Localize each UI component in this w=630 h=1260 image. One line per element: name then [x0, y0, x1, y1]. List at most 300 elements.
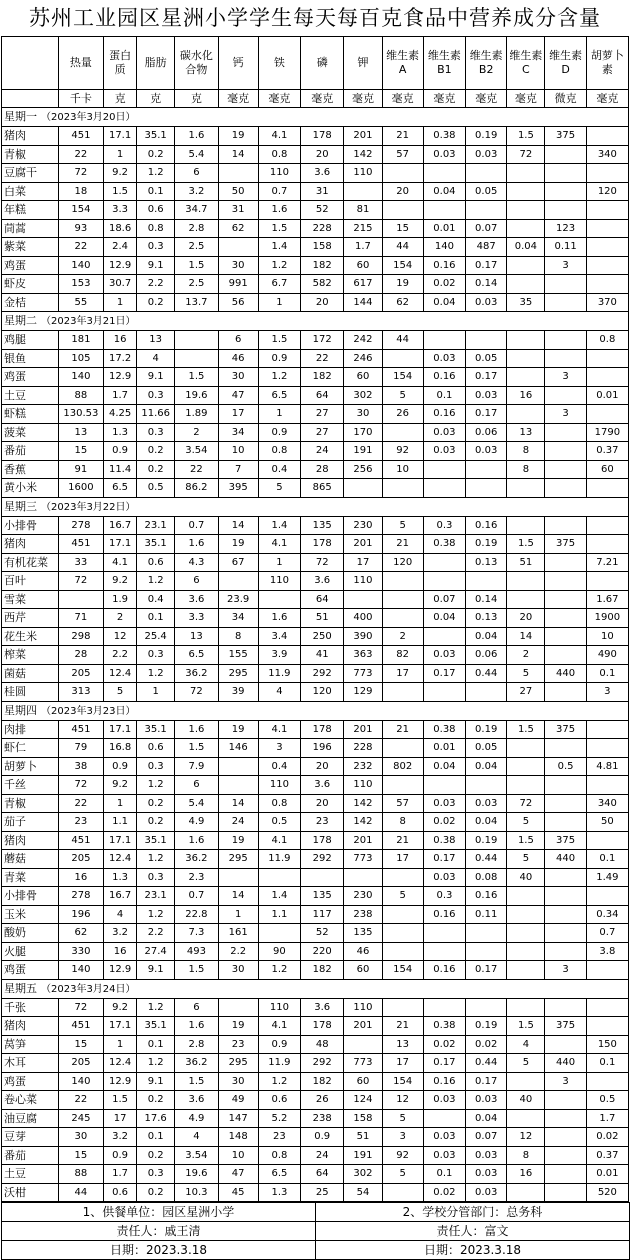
- table-row: [2, 349, 629, 368]
- nutrient-value: 20: [507, 609, 545, 628]
- nutrient-value: 26: [382, 405, 423, 424]
- nutrient-value: 3.6: [301, 164, 344, 183]
- nutrient-value: 13: [382, 1035, 423, 1054]
- nutrient-value: 0.17: [423, 850, 465, 869]
- nutrient-value: 3.4: [258, 627, 300, 646]
- page-title: 苏州工业园区星洲小学学生每天每百克食品中营养成分含量: [29, 6, 601, 30]
- nutrient-value: 0.9: [258, 349, 300, 368]
- nutrient-value: 8: [507, 460, 545, 479]
- nutrient-value: [423, 164, 465, 183]
- nutrient-value: 79: [58, 739, 103, 758]
- unit-cell: 毫克: [466, 90, 507, 108]
- nutrient-value: 60: [344, 368, 382, 387]
- nutrient-value: 45: [218, 1183, 258, 1202]
- nutrient-value: 12.9: [104, 1072, 137, 1091]
- nutrient-value: 72: [58, 776, 103, 795]
- nutrient-value: 1: [218, 905, 258, 924]
- nutrient-value: 25: [301, 1183, 344, 1202]
- nutrient-value: 375: [545, 720, 586, 739]
- nutrient-value: 440: [545, 850, 586, 869]
- nutrient-value: 0.17: [423, 1054, 465, 1073]
- food-name: 菠菜: [2, 423, 59, 442]
- table-row: [2, 942, 629, 961]
- table-row: [2, 1035, 629, 1054]
- nutrient-value: 1.6: [175, 535, 218, 554]
- nutrient-value: 23: [218, 1035, 258, 1054]
- nutrient-value: 6.5: [104, 479, 137, 498]
- nutrient-value: 91: [58, 460, 103, 479]
- nutrient-value: [382, 349, 423, 368]
- nutrient-value: 0.38: [423, 831, 465, 850]
- table-row: [2, 683, 629, 702]
- nutrient-value: 1.2: [258, 368, 300, 387]
- nutrient-value: 0.03: [466, 145, 507, 164]
- header-row: [2, 37, 629, 90]
- nutrient-value: 18.6: [104, 219, 137, 238]
- nutrient-value: [586, 219, 628, 238]
- table-row: [2, 1165, 629, 1184]
- nutrient-value: 191: [344, 1146, 382, 1165]
- nutrient-value: 0.7: [175, 516, 218, 535]
- nutrient-value: 142: [344, 145, 382, 164]
- nutrient-value: 295: [218, 1054, 258, 1073]
- nutrient-value: 0.03: [423, 1128, 465, 1147]
- nutrient-value: 3.8: [586, 942, 628, 961]
- nutrient-value: [218, 868, 258, 887]
- nutrient-value: 52: [301, 924, 344, 943]
- nutrient-value: [466, 924, 507, 943]
- nutrient-value: 3.6: [301, 998, 344, 1017]
- nutrient-value: 0.04: [466, 813, 507, 832]
- table-row: [2, 887, 629, 906]
- nutrient-value: 110: [258, 164, 300, 183]
- nutrient-value: 5.4: [175, 145, 218, 164]
- nutrient-value: 3: [586, 683, 628, 702]
- nutrient-value: 23.1: [137, 516, 175, 535]
- nutrient-value: 4: [104, 905, 137, 924]
- nutrient-value: 27: [301, 405, 344, 424]
- nutrient-value: 0.4: [258, 757, 300, 776]
- nutrient-value: 0.7: [586, 924, 628, 943]
- nutrient-value: 0.2: [137, 1146, 175, 1165]
- nutrient-value: 0.03: [423, 349, 465, 368]
- nutrient-value: 0.2: [137, 293, 175, 312]
- nutrient-value: 395: [218, 479, 258, 498]
- nutrient-value: 238: [301, 1109, 344, 1128]
- nutrient-value: 3.3: [104, 201, 137, 220]
- nutrient-value: 6.7: [258, 275, 300, 294]
- nutrient-value: 60: [344, 961, 382, 980]
- nutrient-value: [507, 998, 545, 1017]
- nutrient-value: 20: [382, 182, 423, 201]
- nutrient-value: 4.9: [175, 1109, 218, 1128]
- nutrient-value: [586, 831, 628, 850]
- nutrient-value: 16: [58, 868, 103, 887]
- nutrient-value: [507, 516, 545, 535]
- nutrient-value: 4.1: [258, 831, 300, 850]
- nutrient-value: [423, 627, 465, 646]
- nutrient-value: 12: [104, 627, 137, 646]
- nutrient-value: 23: [258, 1128, 300, 1147]
- nutrient-value: 27: [301, 423, 344, 442]
- nutrient-value: 1600: [58, 479, 103, 498]
- nutrient-value: 30: [218, 1072, 258, 1091]
- nutrient-value: 22: [58, 794, 103, 813]
- nutrient-value: 8: [382, 813, 423, 832]
- nutrient-value: 135: [344, 924, 382, 943]
- nutrient-value: 0.3: [137, 423, 175, 442]
- nutrient-value: 35.1: [137, 831, 175, 850]
- nutrient-value: 20: [301, 145, 344, 164]
- nutrient-value: 120: [301, 683, 344, 702]
- table-row: [2, 201, 629, 220]
- nutrient-value: [382, 905, 423, 924]
- nutrient-value: 0.03: [423, 1091, 465, 1110]
- nutrient-value: 15: [58, 1035, 103, 1054]
- nutrient-value: 110: [344, 164, 382, 183]
- nutrient-value: 0.03: [466, 442, 507, 461]
- nutrient-value: 72: [507, 794, 545, 813]
- nutrient-value: [507, 924, 545, 943]
- nutrient-value: 773: [344, 664, 382, 683]
- nutrient-value: 4: [507, 1035, 545, 1054]
- nutrient-value: [382, 572, 423, 591]
- nutrient-value: [466, 683, 507, 702]
- nutrient-value: 10: [218, 1146, 258, 1165]
- nutrient-value: 205: [58, 850, 103, 869]
- nutrient-value: 0.03: [423, 868, 465, 887]
- nutrient-value: 4: [258, 683, 300, 702]
- food-name: 油豆腐: [2, 1109, 59, 1128]
- nutrient-value: 110: [258, 998, 300, 1017]
- nutrient-value: 0.1: [423, 1165, 465, 1184]
- nutrient-value: 1.2: [137, 164, 175, 183]
- nutrient-value: 140: [58, 961, 103, 980]
- nutrient-value: 49: [218, 1091, 258, 1110]
- nutrient-value: 9.1: [137, 961, 175, 980]
- nutrient-value: [258, 924, 300, 943]
- unit-cell: 毫克: [507, 90, 545, 108]
- nutrient-value: 242: [344, 331, 382, 350]
- nutrient-value: 6.5: [258, 1165, 300, 1184]
- nutrient-value: 155: [218, 646, 258, 665]
- nutrient-value: 22.8: [175, 905, 218, 924]
- nutrient-value: 3: [545, 405, 586, 424]
- nutrient-value: 3: [545, 256, 586, 275]
- nutrient-value: 292: [301, 1054, 344, 1073]
- nutrient-value: [423, 553, 465, 572]
- nutrient-value: 0.3: [423, 516, 465, 535]
- nutrient-value: [466, 164, 507, 183]
- food-name: 火腿: [2, 942, 59, 961]
- nutrient-value: [301, 868, 344, 887]
- nutrient-value: 196: [58, 905, 103, 924]
- nutrient-value: 1: [104, 293, 137, 312]
- nutrient-value: 400: [344, 609, 382, 628]
- nutrient-value: 88: [58, 1165, 103, 1184]
- nutrient-value: [218, 572, 258, 591]
- table-row: [2, 794, 629, 813]
- nutrient-value: 5: [507, 850, 545, 869]
- nutrient-value: 205: [58, 664, 103, 683]
- nutrient-value: 2: [175, 423, 218, 442]
- nutrient-value: 451: [58, 127, 103, 146]
- nutrient-value: [466, 942, 507, 961]
- nutrient-value: 9.1: [137, 256, 175, 275]
- nutrient-value: 35.1: [137, 1017, 175, 1036]
- nutrient-value: 0.4: [137, 590, 175, 609]
- table-row: [2, 664, 629, 683]
- column-header: 钾: [344, 37, 382, 90]
- nutrient-value: 5.2: [258, 1109, 300, 1128]
- nutrient-value: 16.7: [104, 887, 137, 906]
- nutrient-value: 25.4: [137, 627, 175, 646]
- nutrient-value: 17.2: [104, 349, 137, 368]
- nutrient-value: [218, 164, 258, 183]
- nutrient-value: 35.1: [137, 720, 175, 739]
- nutrient-value: [382, 998, 423, 1017]
- nutrient-value: [423, 201, 465, 220]
- nutrient-value: 4: [137, 349, 175, 368]
- nutrient-value: 302: [344, 1165, 382, 1184]
- nutrient-value: 0.03: [423, 145, 465, 164]
- nutrient-value: [507, 182, 545, 201]
- nutrient-value: 292: [301, 850, 344, 869]
- day-label-cell: [2, 701, 629, 720]
- food-name: 卷心菜: [2, 1091, 59, 1110]
- nutrient-value: 4.1: [104, 553, 137, 572]
- nutrient-value: [586, 256, 628, 275]
- nutrient-value: 0.5: [258, 813, 300, 832]
- nutrient-value: 490: [586, 646, 628, 665]
- nutrient-value: 1.6: [175, 1017, 218, 1036]
- nutrient-value: 0.02: [423, 1035, 465, 1054]
- nutrient-value: 1: [258, 553, 300, 572]
- food-name: 虾糕: [2, 405, 59, 424]
- nutrient-value: 246: [344, 349, 382, 368]
- nutrient-value: [344, 182, 382, 201]
- nutrient-value: 370: [586, 293, 628, 312]
- nutrient-value: 0.04: [507, 238, 545, 257]
- nutrient-value: 2.3: [175, 868, 218, 887]
- nutrient-value: 1.7: [586, 1109, 628, 1128]
- food-name: 土豆: [2, 1165, 59, 1184]
- nutrient-value: 154: [58, 201, 103, 220]
- nutrient-value: 3.2: [175, 182, 218, 201]
- nutrient-value: 11.4: [104, 460, 137, 479]
- nutrient-value: [382, 942, 423, 961]
- nutrient-value: 12.9: [104, 256, 137, 275]
- nutrient-value: 1: [137, 683, 175, 702]
- nutrient-value: 0.6: [137, 201, 175, 220]
- nutrient-value: 62: [58, 924, 103, 943]
- nutrient-value: 220: [301, 942, 344, 961]
- day-row: [2, 979, 629, 998]
- nutrient-value: 3: [382, 1128, 423, 1147]
- nutrient-value: 62: [218, 219, 258, 238]
- nutrient-value: [344, 590, 382, 609]
- nutrient-value: 0.3: [137, 757, 175, 776]
- table-row: [2, 590, 629, 609]
- nutrient-value: 11.9: [258, 850, 300, 869]
- nutrient-value: 0.16: [466, 516, 507, 535]
- nutrient-value: [507, 590, 545, 609]
- nutrient-value: 178: [301, 1017, 344, 1036]
- nutrient-value: 22: [58, 145, 103, 164]
- nutrient-value: [218, 238, 258, 257]
- nutrient-value: 0.3: [137, 646, 175, 665]
- table-row: [2, 275, 629, 294]
- nutrient-value: 17: [382, 850, 423, 869]
- nutrient-value: [382, 423, 423, 442]
- nutrient-value: 0.8: [258, 1146, 300, 1165]
- nutrient-value: 10: [586, 627, 628, 646]
- nutrient-value: 9.2: [104, 164, 137, 183]
- table-row: [2, 460, 629, 479]
- nutrient-value: 50: [586, 813, 628, 832]
- nutrient-value: 178: [301, 535, 344, 554]
- nutrient-value: 0.4: [258, 460, 300, 479]
- nutrient-value: 14: [218, 145, 258, 164]
- nutrient-value: 30: [58, 1128, 103, 1147]
- column-header: 维生素C: [507, 37, 545, 90]
- nutrient-value: 12: [507, 1128, 545, 1147]
- nutrient-value: 19: [382, 275, 423, 294]
- nutrient-value: [586, 275, 628, 294]
- nutrient-value: 154: [382, 961, 423, 980]
- table-row: [2, 1128, 629, 1147]
- nutrient-value: 71: [58, 609, 103, 628]
- nutrient-value: 46: [344, 942, 382, 961]
- nutrient-value: [507, 256, 545, 275]
- nutrient-value: [545, 924, 586, 943]
- nutrient-value: 30.7: [104, 275, 137, 294]
- nutrient-value: 1.1: [258, 905, 300, 924]
- nutrient-value: 1.6: [175, 127, 218, 146]
- nutrient-value: 0.9: [104, 1146, 137, 1165]
- nutrient-value: 86.2: [175, 479, 218, 498]
- column-header: 维生素A: [382, 37, 423, 90]
- column-header: 脂肪: [137, 37, 175, 90]
- nutrient-value: 1.1: [104, 813, 137, 832]
- table-row: [2, 182, 629, 201]
- day-row: [2, 701, 629, 720]
- nutrient-value: 0.2: [137, 460, 175, 479]
- nutrient-value: 67: [218, 553, 258, 572]
- nutrient-value: 2.2: [218, 942, 258, 961]
- nutrient-value: 17: [382, 1054, 423, 1073]
- nutrient-value: 0.1: [423, 386, 465, 405]
- nutrient-value: 51: [507, 553, 545, 572]
- nutrient-value: 1.5: [507, 127, 545, 146]
- nutrient-value: [545, 275, 586, 294]
- nutrient-value: 20: [301, 794, 344, 813]
- nutrient-value: 205: [58, 1054, 103, 1073]
- nutrient-value: [423, 998, 465, 1017]
- day-date: （2023年3月23日）: [41, 705, 136, 717]
- nutrient-value: 1.2: [137, 572, 175, 591]
- nutrient-value: [507, 368, 545, 387]
- nutrient-value: [545, 145, 586, 164]
- nutrient-value: 313: [58, 683, 103, 702]
- nutrient-value: [545, 201, 586, 220]
- food-name: 胡萝卜: [2, 757, 59, 776]
- nutrient-value: 17.1: [104, 535, 137, 554]
- nutrient-value: 54: [344, 1183, 382, 1202]
- nutrient-value: 0.5: [586, 1091, 628, 1110]
- nutrient-value: 0.19: [466, 831, 507, 850]
- nutrient-value: 22: [58, 1091, 103, 1110]
- nutrient-value: 110: [258, 776, 300, 795]
- nutrient-value: 146: [218, 739, 258, 758]
- column-header: 蛋白质: [104, 37, 137, 90]
- nutrient-value: 72: [175, 683, 218, 702]
- nutrient-value: 13.7: [175, 293, 218, 312]
- nutrient-value: 31: [301, 182, 344, 201]
- nutrient-value: [382, 590, 423, 609]
- nutrient-value: [507, 1183, 545, 1202]
- nutrient-value: 1: [104, 1035, 137, 1054]
- nutrient-value: 5: [382, 887, 423, 906]
- nutrient-value: [507, 201, 545, 220]
- nutrient-value: 27: [507, 683, 545, 702]
- day-label: 星期四: [4, 703, 37, 717]
- table-row: [2, 831, 629, 850]
- nutrient-value: 64: [301, 590, 344, 609]
- nutrient-value: 1.2: [137, 1054, 175, 1073]
- nutrient-value: 5: [507, 664, 545, 683]
- nutrient-value: 142: [344, 794, 382, 813]
- table-row: [2, 516, 629, 535]
- nutrient-value: 140: [58, 1072, 103, 1091]
- nutrient-value: 201: [344, 127, 382, 146]
- nutrient-value: 0.7: [258, 182, 300, 201]
- nutrient-value: 330: [58, 942, 103, 961]
- unit-cell: 毫克: [344, 90, 382, 108]
- nutrient-value: [466, 460, 507, 479]
- nutrient-value: 19: [218, 127, 258, 146]
- day-label-cell: [2, 108, 629, 127]
- unit-cell: 克: [104, 90, 137, 108]
- nutrient-value: 24: [301, 1146, 344, 1165]
- nutrient-value: 0.17: [423, 664, 465, 683]
- food-name: 鸡腿: [2, 331, 59, 350]
- nutrient-value: 0.08: [466, 868, 507, 887]
- nutrient-value: 182: [301, 1072, 344, 1091]
- table-row: [2, 553, 629, 572]
- nutrient-value: 16: [507, 386, 545, 405]
- nutrient-value: [466, 479, 507, 498]
- nutrient-value: [545, 1128, 586, 1147]
- day-row: [2, 108, 629, 127]
- table-row: [2, 145, 629, 164]
- table-row: [2, 572, 629, 591]
- nutrient-value: 44: [382, 331, 423, 350]
- food-name: 茄子: [2, 813, 59, 832]
- nutrient-value: 278: [58, 887, 103, 906]
- nutrient-value: [586, 368, 628, 387]
- nutrient-value: 340: [586, 794, 628, 813]
- nutrient-value: 1.2: [137, 998, 175, 1017]
- nutrient-value: 20: [301, 757, 344, 776]
- nutrient-value: 0.03: [423, 1146, 465, 1165]
- nutrient-value: [382, 201, 423, 220]
- nutrient-value: 6: [218, 331, 258, 350]
- nutrient-value: 3: [545, 368, 586, 387]
- nutrient-value: 1.5: [507, 831, 545, 850]
- day-label-cell: [2, 497, 629, 516]
- nutrient-value: 3: [545, 1072, 586, 1091]
